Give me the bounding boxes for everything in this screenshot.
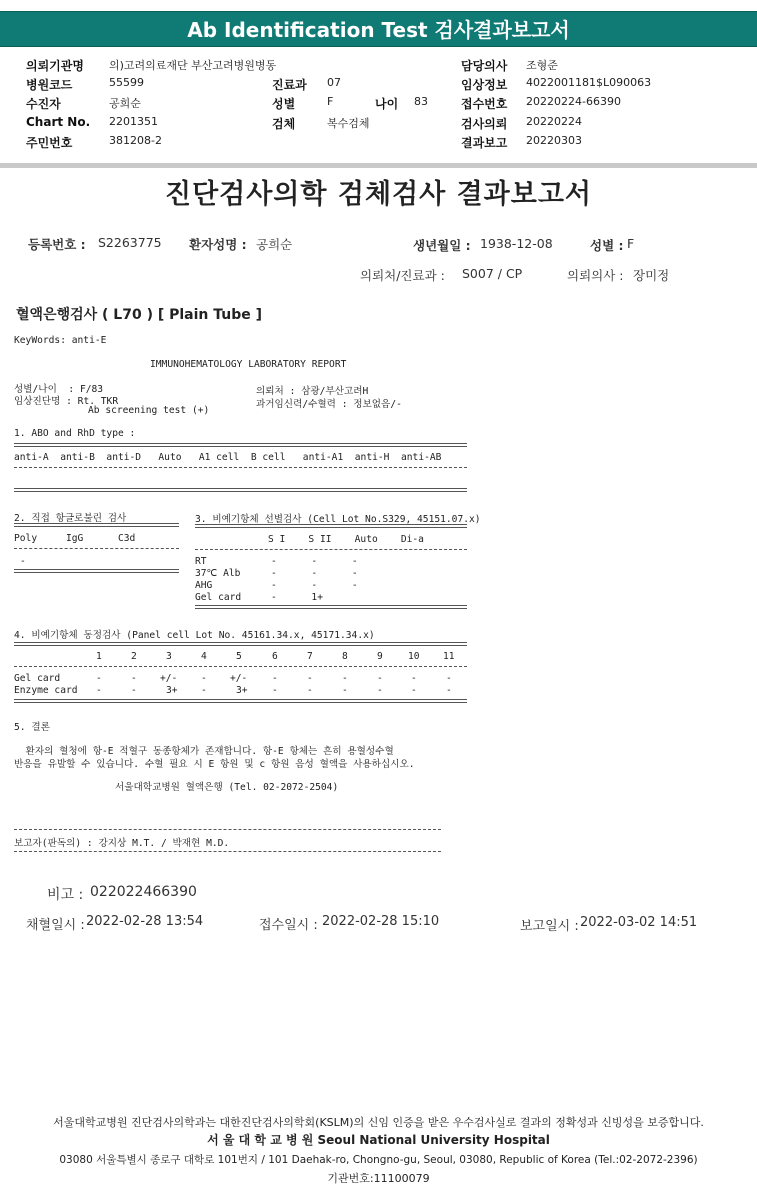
s4-gel-cell: - (342, 673, 348, 684)
s4-col: 11 (443, 651, 455, 662)
receipt-value: 20220224-66390 (526, 95, 621, 108)
hospital-name: 서 울 대 학 교 병 원 Seoul National University Hospital (207, 1133, 550, 1147)
reg-label: 등록번호 : (28, 237, 86, 252)
s5-line-2: 반응을 유발할 수 있습니다. 수혈 필요 시 E 항원 및 c 항원 음성 혈액을 사용하십시오. (14, 759, 415, 770)
certification-text: 서울대학교병원 진단검사의학과는 대한진단검사의학회(KSLM)의 신임 인증을 받은 우수검사실로 결과의 정확성과 신빙성을 보증합니다. (53, 1116, 704, 1129)
s3-label-rt: RT (195, 556, 207, 567)
diagnosis-row: 임상진단명 : Rt. TKR (14, 396, 119, 407)
s4-enzyme-label: Enzyme card (14, 685, 78, 696)
s4-col: 9 (377, 651, 383, 662)
s4-col: 6 (272, 651, 278, 662)
sex-value: F (327, 95, 334, 108)
s4-col: 2 (131, 651, 137, 662)
s4-rule (14, 642, 467, 646)
s3-title: 3. 비예기항체 선별검사 (Cell Lot No.S329, 45151.07.x) (195, 514, 481, 525)
s4-enz-cell: - (131, 685, 137, 696)
s4-enz-cell: - (377, 685, 383, 696)
specimen-value: 복수검체 (327, 117, 370, 130)
hospital-address: 03080 서울특별시 종로구 대학로 101번지 / 101 Daehak-ro, Chongno-gu, Seoul, 03080, Republic of Korea (Tel.:02-2072-2396) (59, 1154, 698, 1166)
s4-enz-cell: - (96, 685, 102, 696)
s3-label-gel: Gel card (195, 592, 242, 603)
reporter: 보고자(판독의) : 강지상 M.T. / 박재현 M.D. (14, 838, 230, 849)
s3-rule (195, 524, 467, 528)
s5-line-1: 환자의 혈청에 항-E 적혈구 동종항체가 존재합니다. 항-E 항체는 흔히 용혈성수혈 (14, 746, 394, 757)
ref-doctor-label: 의뢰의사 : (567, 268, 624, 283)
s4-enz-cell: - (201, 685, 207, 696)
dept-value: 07 (327, 76, 341, 89)
code-value: 55599 (109, 76, 144, 89)
clinical-label: 임상정보 (461, 78, 508, 92)
code-label: 병원코드 (26, 78, 73, 92)
report-header-title: Ab Identification Test 검사결과보고서 (187, 18, 570, 42)
dept2-value: S007 / CP (462, 266, 523, 281)
s4-col: 1 (96, 651, 102, 662)
patient-label: 수진자 (26, 97, 61, 111)
s4-enz-cell: - (446, 685, 452, 696)
sex2-label: 성별 : (590, 238, 624, 253)
s4-enz-cell: - (411, 685, 417, 696)
s2-title: 2. 직접 항글로불린 검사 (14, 513, 127, 524)
history-row: 과거임신력/수혈력 : 정보없음/- (256, 399, 402, 410)
s1-rule-2 (14, 467, 467, 468)
doctor-label: 담당의사 (461, 59, 508, 73)
s1-rule-3 (14, 488, 467, 492)
recv-value: 2022-02-28 15:10 (322, 914, 440, 929)
reg-value: S2263775 (98, 235, 162, 250)
s1-rule (14, 443, 467, 447)
dob-value: 1938-12-08 (480, 236, 553, 251)
reporter-rule (14, 829, 441, 830)
section-divider (0, 163, 757, 168)
request-value: 20220224 (526, 115, 582, 128)
age-value: 83 (414, 95, 428, 108)
dob-label: 생년월일 : (413, 238, 471, 253)
s4-enz-cell: - (342, 685, 348, 696)
s4-gel-cell: - (201, 673, 207, 684)
s5-title: 5. 결론 (14, 722, 50, 733)
chart-value: 2201351 (109, 115, 158, 128)
s4-gel-label: Gel card (14, 673, 61, 684)
s2-rule-2 (14, 548, 179, 549)
s1-header: anti-A anti-B anti-D Auto A1 cell B cell anti-A1 anti-H anti-AB (14, 452, 442, 463)
report-label: 결과보고 (461, 136, 508, 150)
s2-rule-3 (14, 569, 179, 573)
lab-report-title: IMMUNOHEMATOLOGY LABORATORY REPORT (150, 359, 347, 370)
s2-rule (14, 523, 179, 527)
s4-title: 4. 비예기항체 동정검사 (Panel cell Lot No. 45161.34.x, 45171.34.x) (14, 630, 375, 641)
report-time-value: 2022-03-02 14:51 (580, 915, 698, 930)
rrn-label: 주민번호 (26, 136, 73, 150)
s4-gel-cell: - (411, 673, 417, 684)
s4-gel-cell: - (307, 673, 313, 684)
blood-bank-contact: 서울대학교병원 혈액은행 (Tel. 02-2072-2504) (115, 782, 339, 793)
s3-row-rt: - - - (271, 556, 358, 567)
chart-label: Chart No. (26, 115, 91, 129)
s3-row-alb: - - - (271, 568, 358, 579)
institution-number: 기관번호:11100079 (327, 1172, 430, 1185)
s4-col: 10 (408, 651, 420, 662)
s4-enz-cell: - (272, 685, 278, 696)
s3-row-ahg: - - - (271, 580, 358, 591)
page-title: 진단검사의학 검체검사 결과보고서 (164, 179, 593, 210)
s3-header: S I S II Auto Di-a (268, 534, 424, 545)
ref-doctor-value: 장미정 (633, 268, 670, 283)
receipt-label: 접수번호 (461, 97, 508, 111)
s4-enz-cell: 3+ (236, 685, 248, 696)
s3-rule-2 (195, 549, 467, 550)
s4-gel-cell: +/- (160, 673, 178, 684)
s4-gel-cell: - (272, 673, 278, 684)
rrn-value: 381208-2 (109, 134, 162, 147)
s4-col: 8 (342, 651, 348, 662)
s3-label-ahg: AHG (195, 580, 213, 591)
name-value: 공희순 (256, 237, 293, 252)
sex2-value: F (627, 236, 635, 251)
clinical-value: 4022001181$L090063 (526, 76, 652, 89)
s4-col: 3 (166, 651, 172, 662)
dept2-label: 의뢰처/진료과 : (360, 268, 445, 283)
remark-label: 비고 : (47, 887, 84, 903)
s4-rule-3 (14, 699, 467, 703)
section-title: 혈액은행검사 ( L70 ) [ Plain Tube ] (16, 307, 263, 323)
s4-gel-cell: +/- (230, 673, 248, 684)
s4-col: 7 (307, 651, 313, 662)
collect-label: 채혈일시 : (26, 918, 85, 933)
remark-value: 022022466390 (90, 884, 197, 900)
s4-enz-cell: - (307, 685, 313, 696)
s4-gel-cell: - (377, 673, 383, 684)
request-label: 검사의뢰 (461, 117, 508, 131)
s3-label-alb: 37℃ Alb (195, 568, 241, 579)
s4-gel-cell: - (131, 673, 137, 684)
name-label: 환자성명 : (189, 237, 247, 252)
s4-gel-cell: - (446, 673, 452, 684)
collect-value: 2022-02-28 13:54 (86, 914, 204, 929)
s4-enz-cell: 3+ (166, 685, 178, 696)
patient-value: 공희순 (109, 97, 141, 110)
requester-row: 의뢰처 : 삼광/부산고려H (256, 386, 369, 397)
s4-rule-2 (14, 666, 467, 667)
screen-row: Ab screening test (+) (88, 405, 210, 416)
recv-label: 접수일시 : (259, 918, 318, 933)
sex-age-row: 성별/나이 : F/83 (14, 384, 104, 395)
report-time-label: 보고일시 : (520, 919, 579, 934)
reporter-rule-2 (14, 851, 441, 852)
s4-col: 4 (201, 651, 207, 662)
dept-label: 진료과 (272, 78, 307, 92)
age-label: 나이 (375, 97, 399, 111)
s2-header: Poly IgG C3d (14, 533, 136, 544)
specimen-label: 검체 (272, 117, 296, 131)
org-label: 의뢰기관명 (26, 59, 84, 73)
doctor-value: 조형준 (526, 59, 558, 72)
report-header-bar (0, 11, 757, 47)
s2-value: - (20, 556, 26, 567)
s3-row-gel: - 1+ (271, 592, 323, 603)
s3-rule-3 (195, 605, 467, 609)
s4-col: 5 (236, 651, 242, 662)
keywords: KeyWords: anti-E (14, 335, 107, 346)
sex-label: 성별 (272, 97, 296, 111)
org-value: 의)고려의료재단 부산고려병원병동 (109, 59, 277, 72)
s4-gel-cell: - (96, 673, 102, 684)
report-value: 20220303 (526, 134, 582, 147)
s1-title: 1. ABO and RhD type : (14, 428, 136, 439)
